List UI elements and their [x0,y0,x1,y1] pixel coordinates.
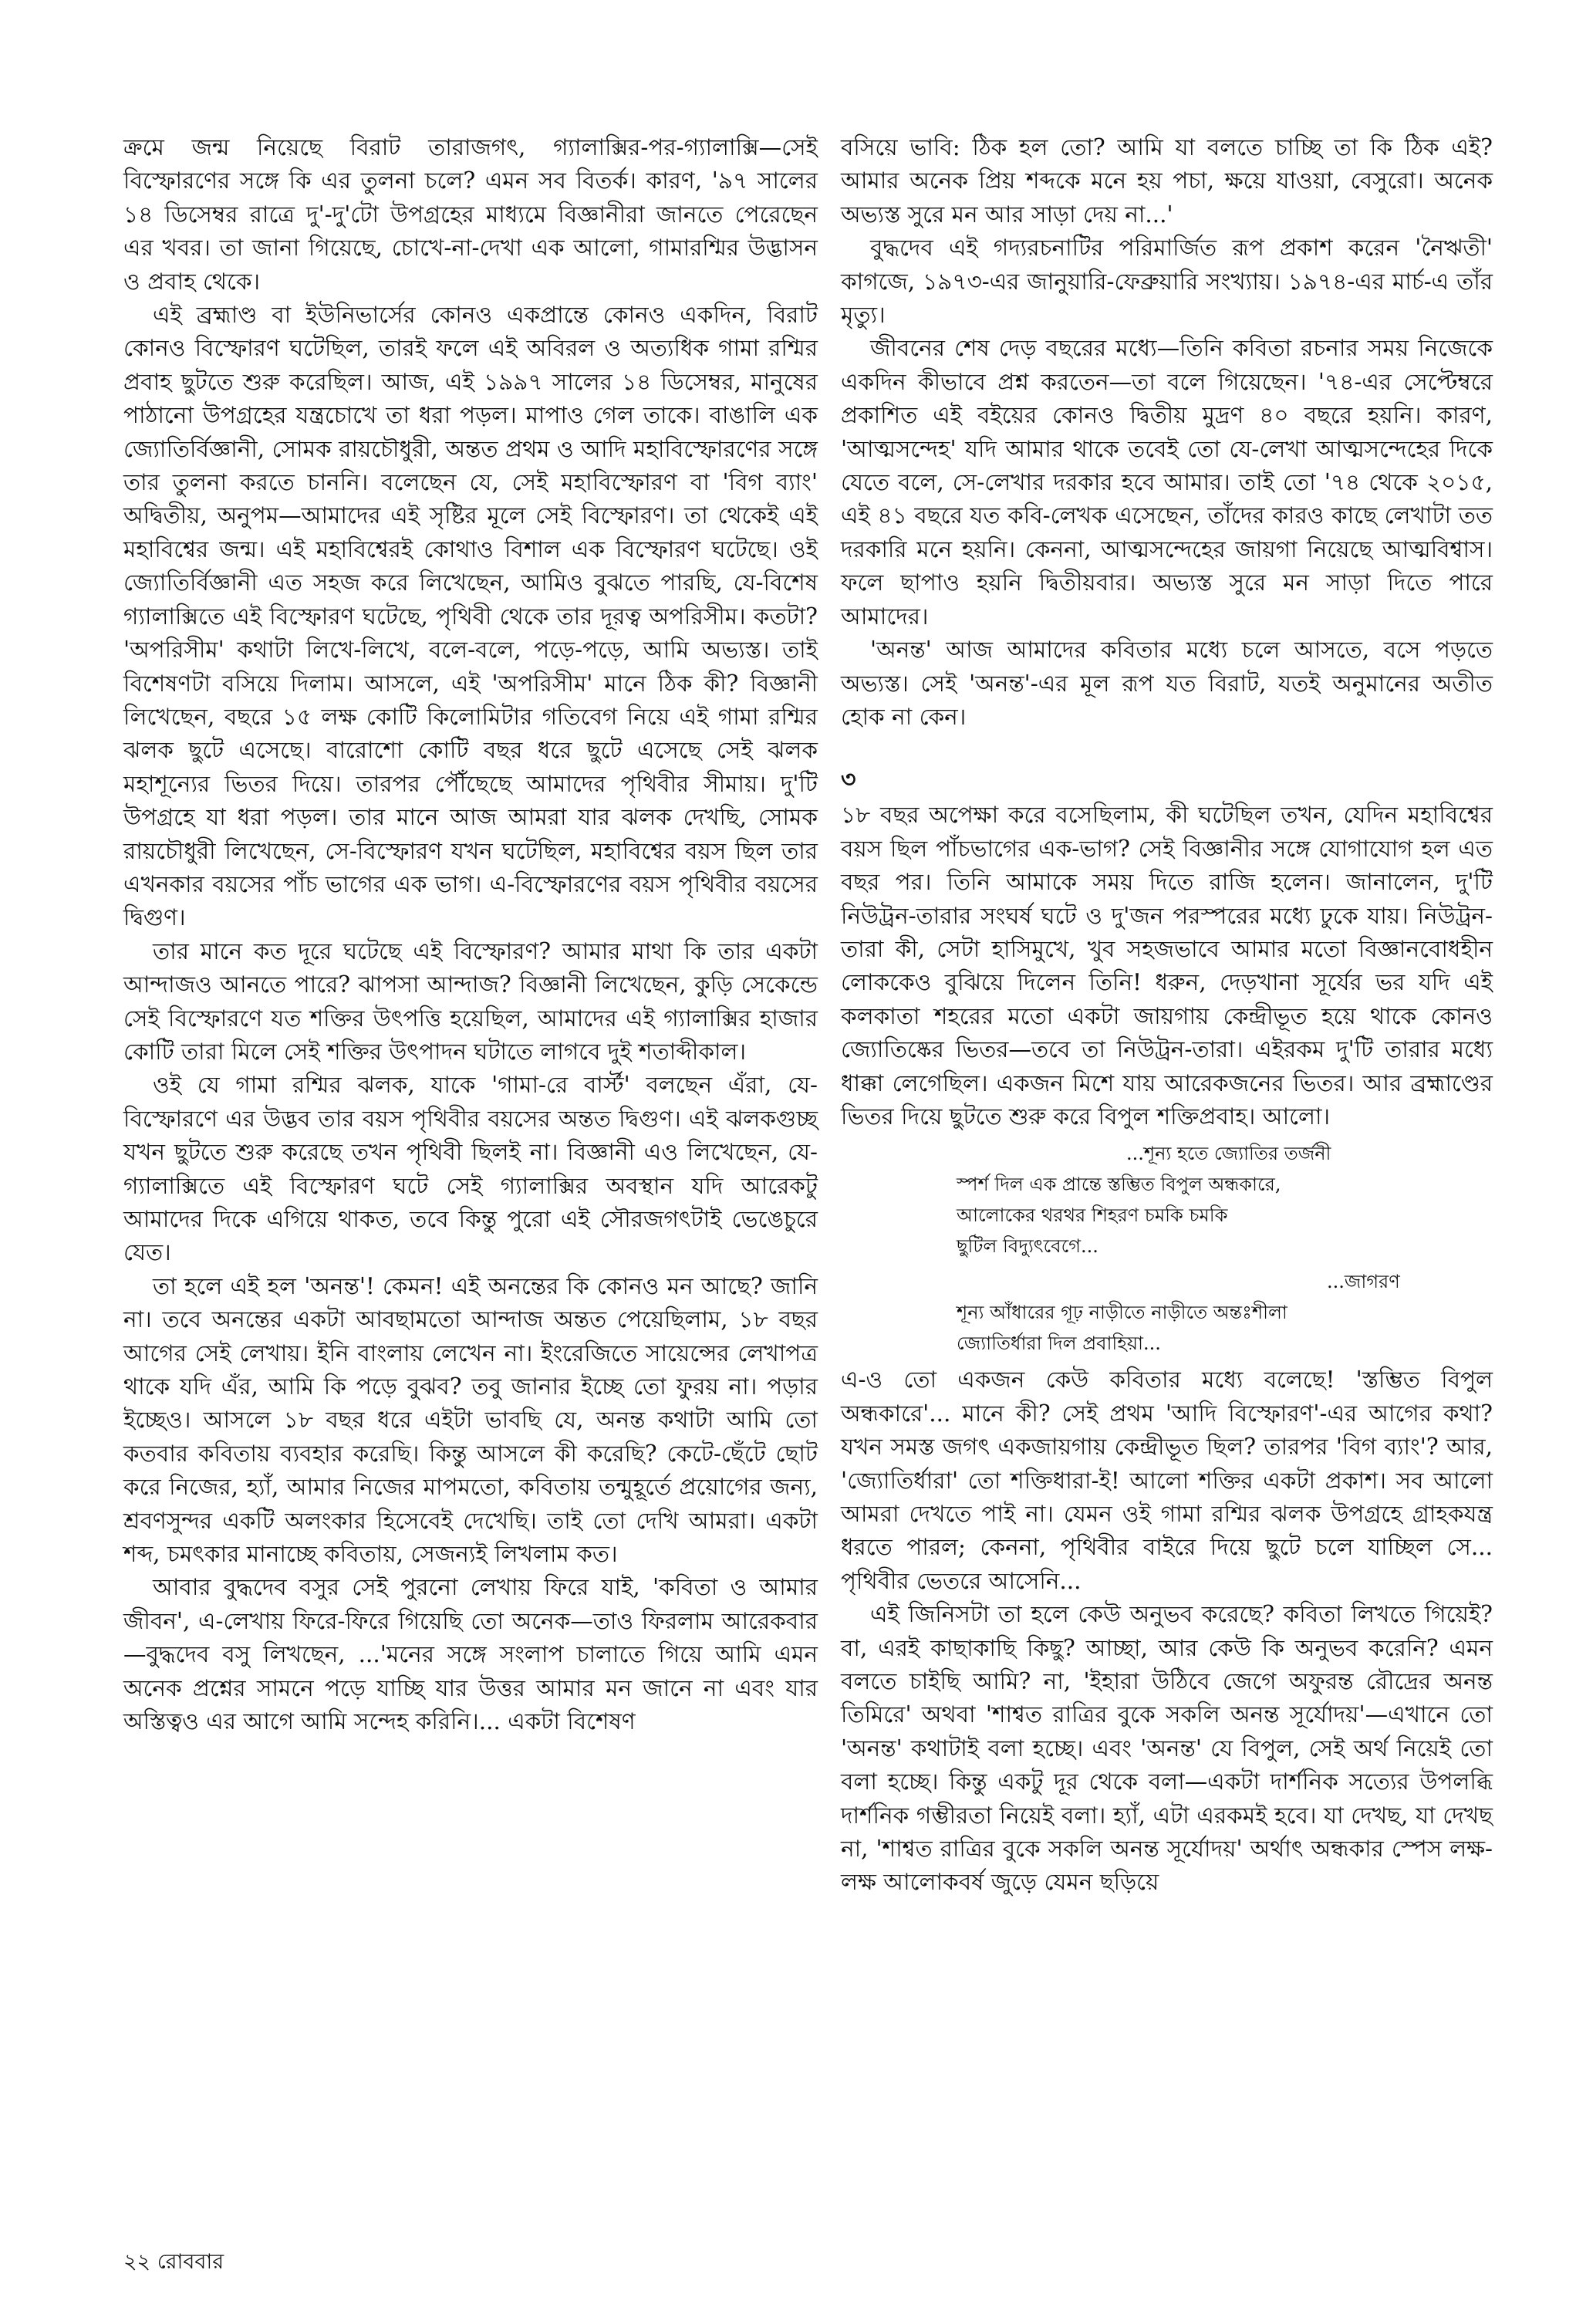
paragraph: তা হলে এই হল 'অনন্ত'! কেমন! এই অনন্তের কি কোনও মন আছে? জানি না। তবে অনন্তের একটা আবছামতো আন্দাজ অন্তত পেয়েছিলাম, ১৮ বছর আগের সেই লেখায়। ইনি বাংলায় লেখেন না। ইংরেজিতে সায়েন্সের লেখাপত্র থাকে যদি এঁর, আমি কি পড়ে বুঝব? তবু জানার ইচ্ছে তো ফুরয় না। পড়ার ইচ্ছেও। আসলে ১৮ বছর ধরে এইটা ভাবছি যে, অনন্ত কথাটা আমি তো কতবার কবিতায় ব্যবহার করেছি। কিন্তু আসলে কী করেছি? কেটে-ছেঁটে ছোট করে নিজের, হ্যাঁ, আমার নিজের মাপমতো, কবিতায় তন্মুহূর্তে প্রয়োগের জন্য, শ্রবণসুন্দর একটি অলংকার হিসেবেই দেখেছি। তাই তো দেখি আমরা। একটা শব্দ, চমৎকার মানাচ্ছে কবিতায়, সেজন্যই লিখলাম কত। [123,1272,818,1568]
paragraph: বুদ্ধদেব এই গদ্যরচনাটির পরিমার্জিত রূপ প্রকাশ করেন 'নৈঋতী' কাগজে, ১৯৭৩-এর জানুয়ারি-ফেব্রুয়ারি সংখ্যায়। ১৯৭৪-এর মার্চ-এ তাঁর মৃত্যু। [841,235,1493,329]
poem-quote-1 [841,1138,1493,1262]
poem-line: জ্যোতির্ধারা দিল প্রবাহিয়া... [957,1333,1161,1355]
paragraph: এই ব্রহ্মাণ্ড বা ইউনিভার্সের কোনও একপ্রান্তে কোনও একদিন, বিরাট কোনও বিস্ফোরণ ঘটেছিল, তারই ফলে এই অবিরল ও অত্যধিক গামা রশ্মির প্রবাহ ছুটতে শুরু করেছিল। আজ, এই ১৯৯৭ সালের ১৪ ডিসেম্বর, মানুষের পাঠানো উপগ্রহের যন্ত্রচোখে তা ধরা পড়ল। মাপাও গেল তাকে। বাঙালি এক জ্যোতির্বিজ্ঞানী, সোমক রায়চৌধুরী, অন্তত প্রথম ও আদি মহাবিস্ফোরণের সঙ্গে তার তুলনা করতে চাননি। বলেছেন যে, সেই মহাবিস্ফোরণ বা 'বিগ ব্যাং' অদ্বিতীয়, অনুপম—আমাদের এই সৃষ্টির মূলে সেই বিস্ফোরণ। তা থেকেই এই মহাবিশ্বের জন্ম। এই মহাবিশ্বেরই কোথাও বিশাল এক বিস্ফোরণ ঘটেছে। ওই জ্যোতির্বিজ্ঞানী এত সহজ করে লিখেছেন, আমিও বুঝতে পারছি, যে-বিশেষ গ্যালাক্সিতে এই বিস্ফোরণ ঘটেছে, পৃথিবী থেকে তার দূরত্ব অপরিসীম। কতটা? 'অপরিসীম' কথাটা লিখে-লিখে, বলে-বলে, পড়ে-পড়ে, আমি অভ্যস্ত। তাই বিশেষণটা বসিয়ে দিলাম। আসলে, এই 'অপরিসীম' মানে ঠিক কী? বিজ্ঞানী লিখেছেন, বছরে ১৫ লক্ষ কোটি কিলোমিটার গতিবেগ নিয়ে এই গামা রশ্মির ঝলক ছুটে এসেছে। বারোশো কোটি বছর ধরে ছুটে এসেছে সেই ঝলক মহাশূন্যের ভিতর দিয়ে। তারপর পৌঁছেছে আমাদের পৃথিবীর সীমায়। দু'টি উপগ্রহে যা ধরা পড়ল। তার মানে আজ আমরা যার ঝলক দেখছি, সোমক রায়চৌধুরী লিখেছেন, সে-বিস্ফোরণ যখন ঘটেছিল, মহাবিশ্বের বয়স ছিল তার এখনকার বয়সের পাঁচ ভাগের এক ভাগ। এ-বিস্ফোরণের বয়স পৃথিবীর বয়সের দ্বিগুণ। [123,302,818,931]
paragraph: জীবনের শেষ দেড় বছরের মধ্যে—তিনি কবিতা রচনার সময় নিজেকে একদিন কীভাবে প্রশ্ন করতেন—তা বলে গিয়েছেন। '৭৪-এর সেপ্টেম্বরে প্রকাশিত এই বইয়ের কোনও দ্বিতীয় মুদ্রণ ৪০ বছরে হয়নি। কারণ, 'আত্মসন্দেহ' যদি আমার থাকে তবেই তো যে-লেখা আত্মসন্দেহের দিকে যেতে বলে, সে-লেখার দরকার হবে আমার। তাই তো '৭৪ থেকে ২০১৫, এই ৪১ বছরে যত কবি-লেখক এসেছেন, তাঁদের কারও কাছে লেখাটা তত দরকারি মনে হয়নি। কেননা, আত্মসন্দেহের জায়গা নিয়েছে আত্মবিশ্বাস। ফলে ছাপাও হয়নি দ্বিতীয়বার। অভ্যস্ত সুরে মন সাড়া দিতে পারে আমাদের। [841,335,1493,630]
left-column [123,131,818,1739]
paragraph: তার মানে কত দূরে ঘটেছে এই বিস্ফোরণ? আমার মাথা কি তার একটা আন্দাজও আনতে পারে? ঝাপসা আন্দাজ? বিজ্ঞানী লিখেছেন, কুড়ি সেকেন্ডে সেই বিস্ফোরণে যত শক্তির উৎপত্তি হয়েছিল, আমাদের এই গ্যালাক্সির হাজার কোটি তারা মিলে সেই শক্তির উৎপাদন ঘটাতে লাগবে দুই শতাব্দীকাল। [123,937,818,1065]
poem-line: শূন্য আঁধারের গূঢ় নাড়ীতে নাড়ীতে অন্তঃশীলা [957,1302,1287,1324]
paragraph: বসিয়ে ভাবি: ঠিক হল তো? আমি যা বলতে চাচ্ছি তা কি ঠিক এই? আমার অনেক প্রিয় শব্দকে মনে হয় পচা, ক্ষয়ে যাওয়া, বেসুরো। অনেক অভ্যস্ত সুরে মন আর সাড়া দেয় না...' [841,134,1493,228]
poem-line: ...জাগরণ [1327,1271,1400,1293]
paragraph: ক্রমে জন্ম নিয়েছে বিরাট তারাজগৎ, গ্যালাক্সির-পর-গ্যালাক্সি—সেই বিস্ফোরণের সঙ্গে কি এর তুলনা চলে? এমন সব বিতর্ক। কারণ, '৯৭ সালের ১৪ ডিসেম্বর রাত্রে দু'-দু'টো উপগ্রহের মাধ্যমে বিজ্ঞানীরা জানতে পেরেছেন এর খবর। তা জানা গিয়েছে, চোখে-না-দেখা এক আলো, গামারশ্মির উদ্ভাসন ও প্রবাহ থেকে। [123,134,818,295]
magazine-name: রোববার [157,2250,224,2274]
paragraph: ওই যে গামা রশ্মির ঝলক, যাকে 'গামা-রে বার্স্ট' বলছেন এঁরা, যে-বিস্ফোরণে এর উদ্ভব তার বয়স পৃথিবীর বয়সের অন্তত দ্বিগুণ। এই ঝলকগুচ্ছ যখন ছুটতে শুরু করেছে তখন পৃথিবী ছিলই না। বিজ্ঞানী এও লিখেছেন, যে-গ্যালাক্সিতে এই বিস্ফোরণ ঘটে সেই গ্যালাক্সির অবস্থান যদি আরেকটু আমাদের দিকে এগিয়ে থাকত, তবে কিন্তু পুরো এই সৌরজগৎটাই ভেঙেচুরে যেত। [123,1072,818,1266]
paragraph: এ-ও তো একজন কেউ কবিতার মধ্যে বলেছে! 'স্তম্ভিত বিপুল অন্ধকারে'... মানে কী? সেই প্রথম 'আদি বিস্ফোরণ'-এর আগের কথা? যখন সমস্ত জগৎ একজায়গায় কেন্দ্রীভূত ছিল? তারপর 'বিগ ব্যাং'? আর, 'জ্যোতির্ধারা' তো শক্তিধারা-ই! আলো শক্তির একটা প্রকাশ। সব আলো আমরা দেখতে পাই না। যেমন ওই গামা রশ্মির ঝলক উপগ্রহে গ্রাহকযন্ত্র ধরতে পারল; কেননা, পৃথিবীর বাইরে দিয়ে ছুটে চলে যাচ্ছিল সে... পৃথিবীর ভেতরে আসেনি... [841,1366,1493,1594]
section-number: ৩ [841,766,856,794]
poem-line: ছুটিল বিদ্যুৎবেগে... [957,1235,1098,1258]
page-footer [123,2249,224,2275]
poem-quote-2 [841,1266,1493,1359]
paragraph: 'অনন্ত' আজ আমাদের কবিতার মধ্যে চলে আসতে, বসে পড়তে অভ্যস্ত। সেই 'অনন্ত'-এর মূল রূপ যত বিরাট, যতই অনুমানের অতীত হোক না কেন। [841,637,1493,730]
poem-line: আলোকের থরথর শিহরণ চমকি চমকি [957,1204,1228,1227]
paragraph: আবার বুদ্ধদেব বসুর সেই পুরনো লেখায় ফিরে যাই, 'কবিতা ও আমার জীবন', এ-লেখায় ফিরে-ফিরে গিয়েছি তো অনেক—তাও ফিরলাম আরেকবার—বুদ্ধদেব বসু লিখছেন, ...'মনের সঙ্গে সংলাপ চালাতে গিয়ে আমি এমন অনেক প্রশ্নের সামনে পড়ে যাচ্ছি যার উত্তর আমার মন জানে না এবং যার অস্তিত্বও এর আগে আমি সন্দেহ করিনি।... একটা বিশেষণ [123,1574,818,1735]
paragraph: এই জিনিসটা তা হলে কেউ অনুভব করেছে? কবিতা লিখতে গিয়েই? বা, এরই কাছাকাছি কিছু? আচ্ছা, আর কেউ কি অনুভব করেনি? এমন বলতে চাইছি আমি? না, 'ইহারা উঠিবে জেগে অফুরন্ত রৌদ্রের অনন্ত তিমিরে' অথবা 'শাশ্বত রাত্রির বুকে সকলি অনন্ত সূর্যোদয়'—এখানে তো 'অনন্ত' কথাটাই বলা হচ্ছে। এবং 'অনন্ত' যে বিপুল, সেই অর্থ নিয়েই তো বলা হচ্ছে। কিন্তু একটু দূর থেকে বলা—একটা দার্শনিক সত্যের উপলব্ধি দার্শনিক গম্ভীরতা নিয়েই বলা। হ্যাঁ, এটা এরকমই হবে। যা দেখছ, যা দেখছ না, 'শাশ্বত রাত্রির বুকে সকলি অনন্ত সূর্যোদয়' অর্থাৎ অন্ধকার স্পেস লক্ষ-লক্ষ আলোকবর্ষ জুড়ে যেমন ছড়িয়ে [841,1601,1493,1896]
poem-line: ...শূন্য হতে জ্যোতির তর্জনী [1126,1143,1331,1165]
page-number: ২২ [123,2250,151,2274]
poem-line: স্পর্শ দিল এক প্রান্তে স্তম্ভিত বিপুল অন্ধকারে, [957,1174,1281,1196]
paragraph: ১৮ বছর অপেক্ষা করে বসেছিলাম, কী ঘটেছিল তখন, যেদিন মহাবিশ্বের বয়স ছিল পাঁচভাগের এক-ভাগ? সেই বিজ্ঞানীর সঙ্গে যোগাযোগ হল এত বছর পর। তিনি আমাকে সময় দিতে রাজি হলেন। জানালেন, দু'টি নিউট্রন-তারার সংঘর্ষ ঘটে ও দু'জন পরস্পরের মধ্যে ঢুকে যায়। নিউট্রন-তারা কী, সেটা হাসিমুখে, খুব সহজভাবে আমার মতো বিজ্ঞানবোধহীন লোককেও বুঝিয়ে দিলেন তিনি! ধরুন, দেড়খানা সূর্যের ভর যদি এই কলকাতা শহরের মতো একটা জায়গায় কেন্দ্রীভূত হয়ে থাকে কোনও জ্যোতিষ্কের ভিতর—তবে তা নিউট্রন-তারা। এইরকম দু'টি তারার মধ্যে ধাক্কা লেগেছিল। একজন মিশে যায় আরেকজনের ভিতর। আর ব্রহ্মাণ্ডের ভিতর দিয়ে ছুটতে শুরু করে বিপুল শক্তিপ্রবাহ। আলো। [841,802,1493,1130]
right-column [841,131,1493,1900]
